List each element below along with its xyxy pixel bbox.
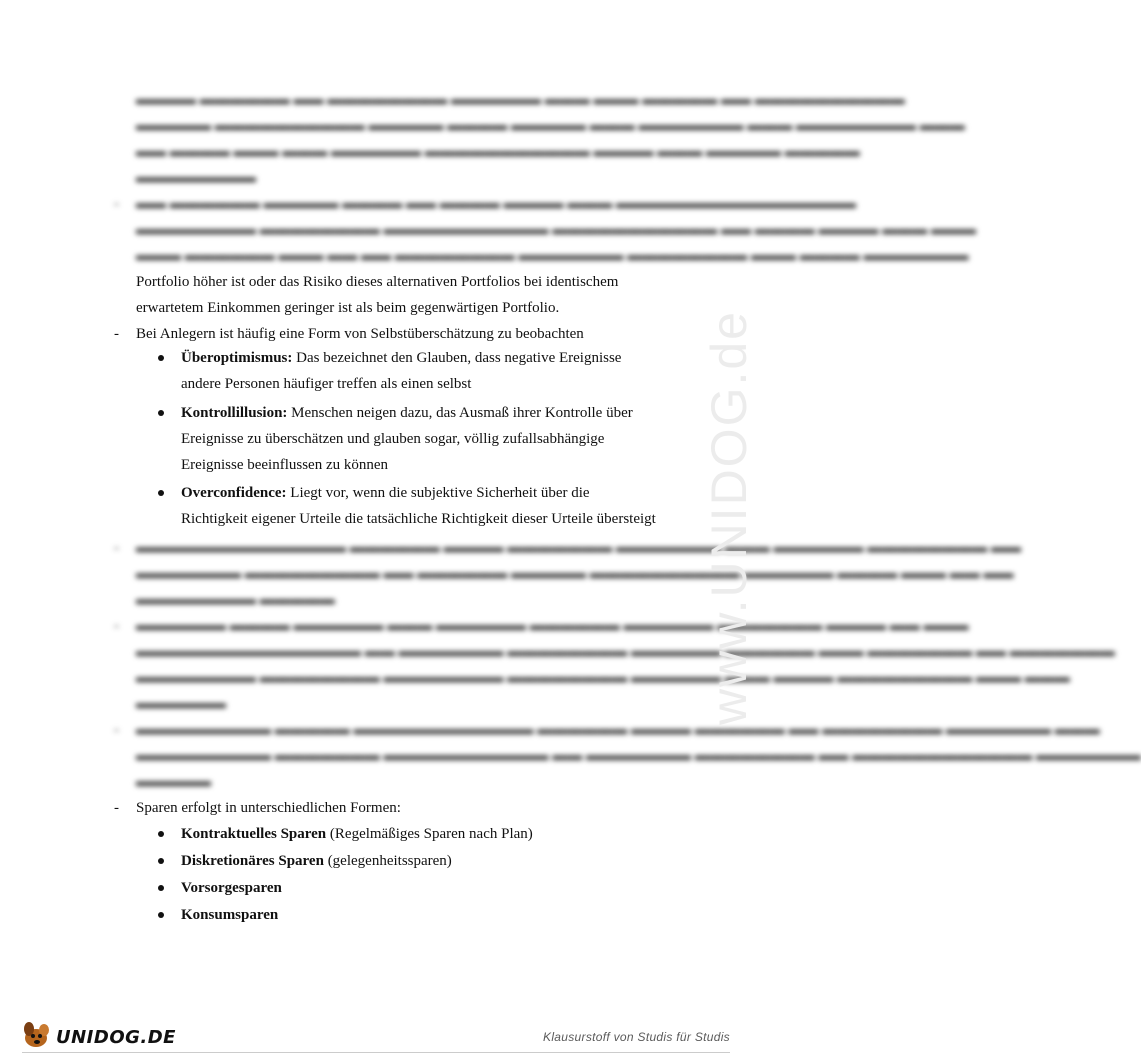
term-text: (Regelmäßiges Sparen nach Plan) (329, 826, 533, 842)
blurred-line: ▬▬▬▬▬▬ (136, 696, 226, 712)
dash-marker: - (114, 540, 119, 556)
blurred-line: ▬▬ ▬▬▬▬▬▬ ▬▬▬▬▬ ▬▬▬▬ ▬▬ ▬▬▬▬ ▬▬▬▬ ▬▬▬ ▬▬▬▬▬▬▬▬▬▬▬▬▬▬▬▬ (136, 196, 856, 212)
dash-marker: - (114, 800, 119, 816)
term-label: Kontrollillusion: (181, 405, 288, 421)
paragraph-line: erwartetem Einkommen geringer ist als beim gegenwärtigen Portfolio. (136, 300, 560, 316)
list-item (181, 905, 278, 925)
blurred-line: ▬▬▬▬▬▬▬▬▬ ▬▬▬▬▬ ▬▬▬▬▬▬▬▬▬▬▬▬ ▬▬▬▬▬▬ ▬▬▬▬ ▬▬▬▬▬▬ ▬▬ ▬▬▬▬▬▬▬▬ ▬▬▬▬▬▬▬ ▬▬▬ (136, 722, 1100, 738)
list-item (181, 878, 282, 898)
bullet-icon (158, 410, 164, 416)
blurred-line: ▬▬▬▬▬▬▬▬▬▬▬▬▬▬ ▬▬▬▬▬▬ ▬▬▬▬ ▬▬▬▬▬▬▬ ▬▬▬▬▬▬▬ ▬▬▬ ▬▬▬▬▬▬ ▬▬▬▬▬▬▬▬ ▬▬ (136, 540, 1021, 556)
blurred-line: ▬▬▬▬▬ ▬▬▬▬▬▬▬▬▬▬ ▬▬▬▬▬ ▬▬▬▬ ▬▬▬▬▬ ▬▬▬ ▬▬▬▬▬▬▬ ▬▬▬ ▬▬▬▬▬▬▬▬ ▬▬▬ (136, 118, 965, 134)
dash-marker: - (114, 326, 119, 342)
list-item-continuation: Ereignisse zu überschätzen und glauben sogar, völlig zufallsabhängige (181, 431, 605, 447)
blurred-line: ▬▬▬▬▬▬▬ ▬▬▬▬▬▬▬▬▬ ▬▬ ▬▬▬▬▬▬ ▬▬▬▬▬ ▬▬▬▬▬▬▬▬▬▬ ▬▬▬▬▬▬ ▬▬▬▬ ▬▬▬ ▬▬ ▬▬ (136, 566, 1014, 582)
dog-icon (22, 1020, 52, 1055)
footer-divider (22, 1052, 730, 1053)
bullet-icon (158, 858, 164, 864)
unidog-logo[interactable] (22, 1020, 176, 1054)
list-item (181, 824, 533, 844)
term-label: Überoptimismus: (181, 350, 293, 366)
blurred-line: ▬▬▬ ▬▬▬▬▬▬ ▬▬▬ ▬▬ ▬▬ ▬▬▬▬▬▬▬▬ ▬▬▬▬▬▬▬ ▬▬▬▬▬▬▬▬ ▬▬▬ ▬▬▬▬ ▬▬▬▬▬▬▬ (136, 248, 969, 264)
dash-marker: - (114, 618, 119, 634)
term-label: Konsumsparen (181, 907, 279, 923)
bullet-icon (158, 885, 164, 891)
logo-text: UNIDOG.DE (56, 1026, 176, 1048)
term-text: Das bezeichnet den Glauben, dass negative Ereignisse (296, 350, 622, 366)
blurred-line: ▬▬▬▬▬▬▬▬ ▬▬▬▬▬ (136, 592, 335, 608)
dash-marker: - (114, 196, 119, 212)
list-item-continuation: Ereignisse beeinflussen zu können (181, 457, 389, 473)
footer-tagline: Klausurstoff von Studis für Studis (543, 1030, 730, 1044)
section-intro: Bei Anlegern ist häufig eine Form von Selbstüberschätzung zu beobachten (136, 326, 584, 342)
term-label: Kontraktuelles Sparen (181, 826, 327, 842)
list-item-continuation: Richtigkeit eigener Urteile die tatsächliche Richtigkeit dieser Urteile übersteigt (181, 511, 656, 527)
term-text: Liegt vor, wenn die subjektive Sicherheit über die (290, 485, 590, 501)
blurred-line: ▬▬▬▬ ▬▬▬▬▬▬ ▬▬ ▬▬▬▬▬▬▬▬ ▬▬▬▬▬▬ ▬▬▬ ▬▬▬ ▬▬▬▬▬ ▬▬ ▬▬▬▬▬▬▬▬▬▬ (136, 92, 905, 108)
section-intro: Sparen erfolgt in unterschiedlichen Formen: (136, 800, 401, 816)
bullet-icon (158, 490, 164, 496)
blurred-line: ▬▬▬▬▬▬▬▬ ▬▬▬▬▬▬▬▬ ▬▬▬▬▬▬▬▬▬▬▬ ▬▬▬▬▬▬▬▬▬▬▬ ▬▬ ▬▬▬▬ ▬▬▬▬ ▬▬▬ ▬▬▬ (136, 222, 976, 238)
term-label: Vorsorgesparen (181, 880, 282, 896)
term-label: Overconfidence: (181, 485, 287, 501)
list-item (181, 348, 621, 368)
list-item (181, 851, 452, 871)
term-text: (gelegenheitssparen) (327, 853, 452, 869)
blurred-line: ▬▬▬▬▬▬▬▬ (136, 170, 256, 186)
blurred-line: ▬▬▬▬▬▬ ▬▬▬▬ ▬▬▬▬▬▬ ▬▬▬ ▬▬▬▬▬▬ ▬▬▬▬▬▬ ▬▬▬▬▬▬ ▬▬▬▬▬▬▬ ▬▬▬▬ ▬▬ ▬▬▬ (136, 618, 969, 634)
bullet-icon (158, 355, 164, 361)
bullet-icon (158, 912, 164, 918)
list-item (181, 403, 633, 423)
blurred-line: ▬▬▬▬▬▬▬▬ ▬▬▬▬▬▬▬▬ ▬▬▬▬▬▬▬▬ ▬▬▬▬▬▬▬▬ ▬▬▬▬▬▬ ▬▬▬ ▬▬▬▬ ▬▬▬▬▬▬▬▬▬ ▬▬▬ ▬▬▬ (136, 670, 1070, 686)
term-text: Menschen neigen dazu, das Ausmaß ihrer Kontrolle über (291, 405, 633, 421)
dash-marker: - (114, 722, 119, 738)
blurred-line: ▬▬▬▬▬▬▬▬▬▬▬▬▬▬▬ ▬▬ ▬▬▬▬▬▬▬ ▬▬▬▬▬▬▬▬ ▬▬▬▬▬▬ ▬▬▬▬▬▬ ▬▬▬ ▬▬▬▬▬▬▬ ▬▬ ▬▬▬▬▬▬▬ (136, 644, 1115, 660)
blurred-line: ▬▬▬▬▬▬▬▬▬ ▬▬▬▬▬▬▬ ▬▬▬▬▬▬▬▬▬▬▬ ▬▬ ▬▬▬▬▬▬▬ ▬▬▬▬▬▬▬▬ ▬▬ ▬▬▬▬▬▬▬▬▬▬▬▬ ▬▬▬▬▬▬▬ (136, 748, 1141, 764)
bullet-icon (158, 831, 164, 837)
blurred-line: ▬▬ ▬▬▬▬ ▬▬▬ ▬▬▬ ▬▬▬▬▬▬ ▬▬▬▬▬▬▬▬▬▬▬ ▬▬▬▬ ▬▬▬ ▬▬▬▬▬ ▬▬▬▬▬ (136, 144, 860, 160)
paragraph-line: Portfolio höher ist oder das Risiko dieses alternativen Portfolios bei identischem (136, 274, 619, 290)
list-item-continuation: andere Personen häufiger treffen als einen selbst (181, 376, 472, 392)
blurred-line: ▬▬▬▬▬ (136, 774, 211, 790)
term-label: Diskretionäres Sparen (181, 853, 324, 869)
watermark-text: www.UNIDOG.de (701, 310, 757, 725)
list-item (181, 483, 590, 503)
